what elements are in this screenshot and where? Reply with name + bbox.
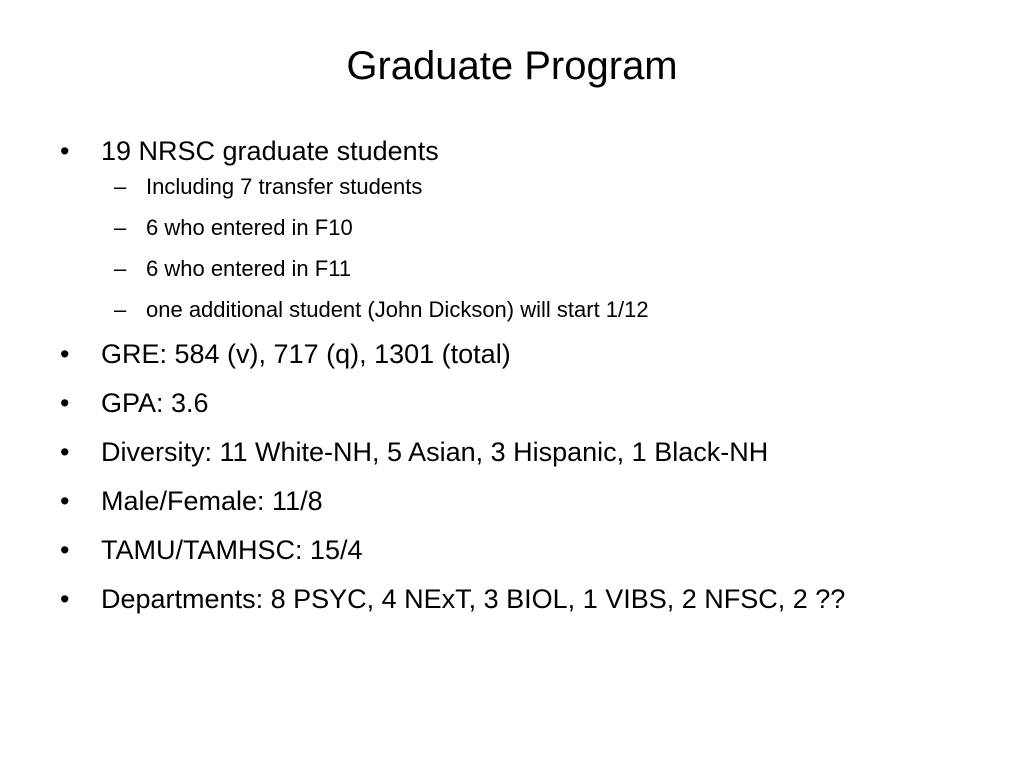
bullet-icon: • [60, 584, 70, 614]
bullet-text: Male/Female: 11/8 [101, 486, 323, 516]
bullet-text: GRE: 584 (v), 717 (q), 1301 (total) [101, 339, 511, 369]
bullet-item-gpa [60, 386, 980, 420]
sub-item-additional [114, 296, 980, 324]
sub-item-text: 6 who entered in F10 [146, 215, 353, 240]
sub-item-text: 6 who entered in F11 [146, 256, 352, 281]
bullet-item-gender [60, 484, 980, 518]
sub-item-f11 [114, 255, 980, 283]
sub-item-text: one additional student (John Dickson) will start 1/12 [146, 297, 649, 322]
slide-title: Graduate Program [346, 44, 678, 88]
dash-icon: – [114, 215, 127, 240]
bullet-icon: • [60, 535, 70, 565]
bullet-icon: • [60, 339, 70, 369]
bullet-text: Departments: 8 PSYC, 4 NExT, 3 BIOL, 1 VIBS, 2 NFSC, 2 ?? [101, 584, 846, 614]
bullet-item-diversity [60, 435, 980, 469]
sub-item-transfer [114, 173, 980, 201]
dash-icon: – [114, 174, 127, 199]
bullet-item-gre [60, 337, 980, 371]
bullet-icon: • [60, 388, 70, 418]
bullet-icon: • [60, 486, 70, 516]
bullet-item-students [60, 134, 980, 168]
dash-icon: – [114, 297, 127, 322]
sub-item-f10 [114, 214, 980, 242]
bullet-icon: • [60, 136, 70, 166]
sub-item-text: Including 7 transfer students [146, 174, 423, 199]
bullet-item-departments [60, 582, 980, 616]
bullet-list [60, 134, 980, 631]
bullet-icon: • [60, 437, 70, 467]
bullet-text: 19 NRSC graduate students [101, 136, 439, 166]
bullet-text: GPA: 3.6 [101, 388, 209, 418]
bullet-text: Diversity: 11 White-NH, 5 Asian, 3 Hispanic, 1 Black-NH [101, 437, 769, 467]
sub-bullet-list [114, 173, 980, 324]
bullet-item-campus [60, 533, 980, 567]
bullet-text: TAMU/TAMHSC: 15/4 [101, 535, 363, 565]
dash-icon: – [114, 256, 127, 281]
